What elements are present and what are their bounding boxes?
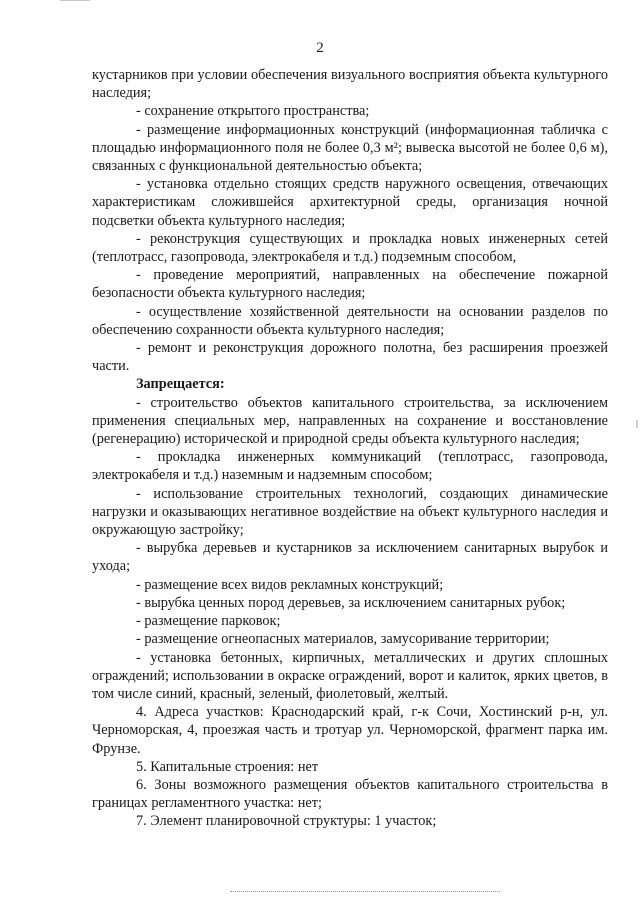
list-item: - сохранение открытого пространства; xyxy=(136,103,370,120)
scan-artifact-edge xyxy=(636,420,638,428)
list-item: - размещение информационных конструкций (информационная табличка с площадью информационного поля не более 0,3 м²; вывеска высотой не более 0,6 м), связанных с функциональной деятельностью объекта; xyxy=(92,121,608,175)
scan-artifact-bottom xyxy=(230,891,500,895)
numbered-item: 7. Элемент планировочной структуры: 1 участок; xyxy=(136,813,437,830)
list-item: - реконструкция существующих и прокладка новых инженерных сетей (теплотрасс, газопровода, электрокабеля и т.д.) подземным способом, xyxy=(92,230,608,266)
list-item: - размещение всех видов рекламных конструкций; xyxy=(136,576,444,593)
scan-artifact-top xyxy=(60,0,90,5)
list-item: - использование строительных технологий, создающих динамические нагрузки и оказывающих негативное воздействие на объект культурного наследия и окружающую застройку; xyxy=(92,485,608,539)
paragraph: кустарников при условии обеспечения визуального восприятия объекта культурного наследия; xyxy=(92,67,608,102)
page-number: 2 xyxy=(316,40,324,56)
list-item: - установка отдельно стоящих средств наружного освещения, отвечающих характеристикам сложившейся архитектурной среды, организация ночной подсветки объекта культурного наследия; xyxy=(92,176,608,229)
section-heading: Запрещается: xyxy=(136,376,225,393)
list-item: - установка бетонных, кирпичных, металлических и других сплошных ограждений; использовании в окраске ограждений, ворот и калиток, ярких цветов, в том числе синий, красный, зеленый, фиолетовый, желтый. xyxy=(92,649,608,702)
list-item: - вырубка ценных пород деревьев, за исключением санитарных рубок; xyxy=(136,594,566,611)
list-item: - вырубка деревьев и кустарников за исключением санитарных вырубок и ухода; xyxy=(92,540,608,575)
list-item: - размещение парковок; xyxy=(136,613,281,630)
list-item: - ремонт и реконструкция дорожного полотна, без расширения проезжей части. xyxy=(92,340,608,375)
list-item: - прокладка инженерных коммуникаций (теплотрасс, газопровода, электрокабеля и т.д.) наземным и надземным способом; xyxy=(92,449,608,484)
numbered-item: 6. Зоны возможного размещения объектов капитального строительства в границах регламентного участка: нет; xyxy=(92,776,608,812)
list-item: - осуществление хозяйственной деятельности на основании разделов по обеспечению сохранности объекта культурного наследия; xyxy=(92,303,608,338)
numbered-item: 4. Адреса участков: Краснодарский край, г-к Сочи, Хостинский р-н, ул. Черноморская, 4, проезжая часть и тротуар ул. Черноморской, фрагмент парка им. Фрунзе. xyxy=(92,704,608,757)
document-body xyxy=(92,66,608,831)
list-item: - проведение мероприятий, направленных на обеспечение пожарной безопасности объекта культурного наследия; xyxy=(92,267,608,302)
list-item: - строительство объектов капитального строительства, за исключением применения специальных мер, направленных на сохранение и восстановление (регенерацию) исторической и природной среды объекта культурного наследия; xyxy=(92,394,608,448)
numbered-item: 5. Капитальные строения: нет xyxy=(136,758,319,775)
list-item: - размещение огнеопасных материалов, замусоривание территории; xyxy=(136,631,550,648)
